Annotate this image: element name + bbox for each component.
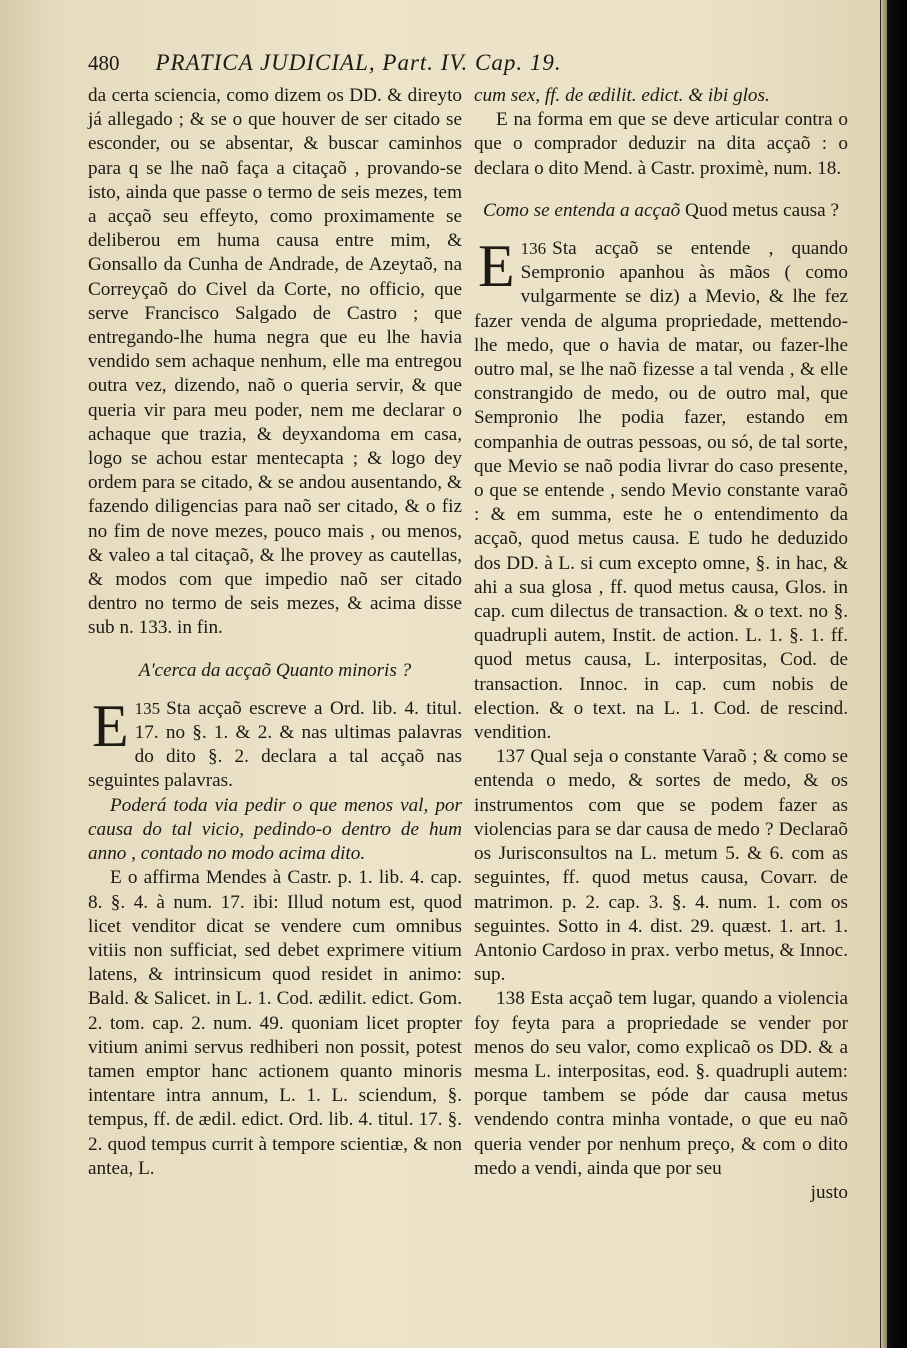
right-column — [474, 84, 848, 1205]
section-text: Sta acçaõ escreve a Ord. lib. 4. titul. 17. no §. 1. & 2. & nas ultimas palavras do dito §. 2. declara a tal acçaõ nas seguintes palavras. — [88, 697, 462, 792]
paragraph: E o affirma Mendes à Castr. p. 1. lib. 4. cap. 8. §. 4. à num. 17. ibi: Illud notum est, quod licet venditor dicat se vendere cum omnibus vitiis non sufficiat, sed debet exprimere vitium latens, & intrinsicum quod residet in animo: Bald. & Salicet. in L. 1. Cod. ædilit. edict. Gom. 2. tom. cap. 2. num. 49. quoniam licet propter vitium animi servus redhiberi non possit, potest tamen emptor hanc actionem quanto minoris intentare intra annum, L. 1. L. sciendum, §. tempus, ff. de ædil. edict. Ord. lib. 4. titul. 17. §. 2. quod tempus currit à tempore scientiæ, & non antea, L. — [88, 867, 462, 1179]
section-text: Sta acçaõ se entende , quando Sempronio apanhou às mãos ( como vulgarmente se diz) a Mevio, & lhe fez fazer venda de alguma propriedade, mettendo-lhe medo, que o havia de matar, ou fazer-lhe outro mal, se lhe naõ fizesse a tal venda , & elle constrangido de medo, ou de outro mal, que Sempronio lhe podia fazer, estando em companhia de outras pessoas, ou só, de tal sorte, que Mevio se naõ podia livrar do caso presente, o que se entende , sendo Mevio constante varaõ : & em summa, este he o entendimento da acçaõ, quod metus causa. E tudo he deduzido dos DD. à L. si cum excepto omne, §. in hac, & ahi a sua glosa , ff. quod metus causa, Glos. in cap. cum dilectus de transaction. & o text. no §. quadrupli autem, Instit. de action. L. 1. §. 1. ff. quod metus causa, L. interpositas, Cod. de transaction. Innoc. in cap. cum nobis de election. & o text. na L. 1. Cod. de rescind. vendition. — [474, 238, 848, 744]
section-137: 137 Qual seja o constante Varaõ ; & como se entenda o medo, & sortes de medo, & os instrumentos com que se podem fazer as violencias para se dar causa de medo ? Declaraõ os Jurisconsultos na L. metum 5. & 6. com as seguintes, ff. quod metus causa, Covarr. de matrimon. p. 2. cap. 3. §. 4. num. 1. com os seguintes. Sotto in 4. dist. 29. quæst. 1. art. 1. Antonio Cardoso in prax. verbo metus, & Innoc. sup. — [474, 746, 848, 986]
citation-continuation: cum sex, ff. de ædilit. edict. & ibi glos. — [474, 85, 770, 106]
heading-italic: Como se entenda a acçaõ — [483, 199, 681, 221]
ordinance-quote: Poderá toda via pedir o que menos val, por causa do tal vicio, pedindo-o dentro de hum anno , contado no modo acima dito. — [88, 794, 462, 865]
section-136 — [474, 233, 848, 745]
drop-capital: E — [92, 692, 129, 759]
section-135 — [88, 692, 462, 794]
running-title: PRATICA JUDICIAL, Part. IV. Cap. 19. — [155, 50, 562, 75]
section-heading-136 — [474, 199, 848, 223]
page-number: 480 — [88, 51, 120, 75]
section-number: 136 — [520, 239, 547, 259]
paragraph-continuation: da certa sciencia, como dizem os DD. & direyto já allegado ; & se o que houver de ser citado se esconder, ou se absentar, & buscar caminhos para q se lhe naõ faça a citaçaõ , provando-se isto, ainda que passe o termo de seis mezes, tem a acçaõ seu effeyto, como proximamente se deliberou em huma causa entre mim, & Gonsallo da Cunha de Andrade, de Azeytaõ, na Correyçaõ do Civel da Corte, no officio, que serve Francisco Salgado de Castro ; que entregando-lhe huma negra que eu lhe havia vendido sem achaque nenhum, elle ma entregou outra vez, dizendo, naõ o queria servir, & que queria vir para meu poder, nem me declarar o achaque que trazia, & deyxandoma em casa, logo se achou estar mentecapta ; & logo dey ordem para se citado, & se andou ausentando, & fazendo diligencias para naõ ser citado, & o fiz no fim de nove mezes, pouco mais , ou menos, & valeo a tal citaçaõ, & lhe provey as cautellas, & modos com que impedio naõ ser citado dentro no termo de seis mezes, & acima disse sub n. 133. in fin. — [88, 85, 462, 639]
heading-roman: Quod metus causa ? — [684, 199, 839, 221]
drop-capital: E — [478, 233, 515, 300]
page-edge-strip — [881, 0, 887, 1348]
section-138: 138 Esta acçaõ tem lugar, quando a violencia foy feyta para a propriedade se vender por menos do seu valor, como explicaõ os DD. & a mesma L. interpositas, eod. §. quadrupli autem: porque tambem se póde dar causa metus vendendo contra minha vontade, o que eu naõ queria vender por nenhum preço, & com o dito medo a vendi, ainda que por seu — [474, 988, 848, 1179]
section-number: 135 — [134, 698, 161, 718]
paragraph: E na forma em que se deve articular contra o que o comprador deduzir na dita acçaõ : o declara o dito Mend. à Castr. proximè, num. 18. — [474, 109, 848, 179]
catchword: justo — [810, 1181, 848, 1203]
left-column — [88, 84, 462, 1181]
section-heading-135: A'cerca da acçaõ Quanto minoris ? — [138, 659, 412, 681]
page-header — [88, 50, 718, 76]
